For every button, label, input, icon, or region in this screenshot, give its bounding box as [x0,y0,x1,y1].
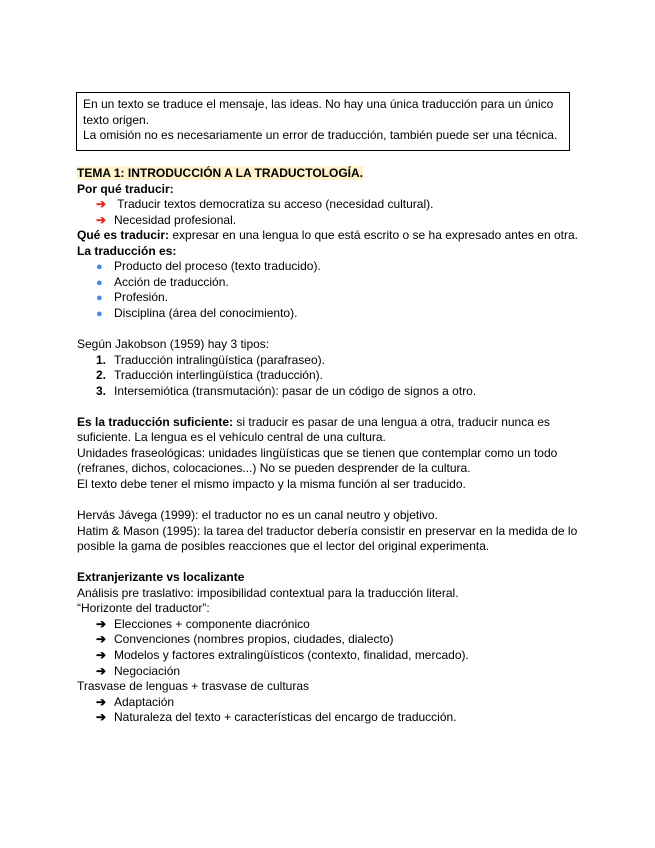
list-item: ● Acción de traducción. [77,275,582,291]
definition-que-es: Qué es traducir: expresar en una lengua lo que está escrito o se ha expresado antes en otra. [77,228,578,243]
list-item: 1. Traducción intralingüística (parafraseo). [96,352,325,367]
section-title: TEMA 1: INTRODUCCIÓN A LA TRADUCTOLOGÍA. [77,166,363,180]
paragraph-line: Hervás Jávega (1999): el traductor no es un canal neutro y objetivo. [77,508,438,523]
jakobson-intro: Según Jakobson (1959) hay 3 tipos: [77,337,270,352]
heading-extranjerizante: Extranjerizante vs localizante [77,570,245,585]
arrow-icon: ➔ [96,197,107,212]
list-item: ● Disciplina (área del conocimiento). [77,306,582,322]
arrow-icon: ➔ [96,710,107,725]
list-item: ● Profesión. [77,290,582,306]
heading-la-traduccion: La traducción es: [77,243,177,258]
bullet-icon: ● [96,276,103,289]
note-line-2: texto origen. [83,112,150,127]
arrow-icon: ➔ [96,212,107,227]
bullet-icon: ● [96,307,103,320]
paragraph-line: Hatim & Mason (1995): la tarea del traductor debería consistir en preservar en la medida de lo [77,523,578,538]
list-item: ➔ Elecciones + componente diacrónico [96,616,310,631]
arrow-icon: ➔ [96,632,107,647]
note-box [76,92,570,151]
paragraph-line: suficiente. La lengua es el vehículo central de una cultura. [77,430,386,445]
paragraph-line: “Horizonte del traductor”: [77,601,210,616]
note-line-3: La omisión no es necesariamente un error de traducción, también puede ser una técnica. [83,128,558,143]
note-line-1: En un texto se traduce el mensaje, las ideas. No hay una única traducción para un único [83,97,554,111]
paragraph-line: Análisis pre traslativo: imposibilidad contextual para la traducción literal. [77,585,459,600]
list-item: ➔ Modelos y factores extralingüísticos (contexto, finalidad, mercado). [96,647,469,662]
list-item: ➔ Negociación [96,663,181,678]
list-item: 2. Traducción interlingüística (traducción). [96,368,323,383]
arrow-icon: ➔ [96,694,107,709]
list-item: ➔ Adaptación [96,694,175,709]
paragraph-line: Trasvase de lenguas + trasvase de culturas [77,679,310,694]
arrow-icon: ➔ [96,616,107,631]
paragraph-line: (refranes, dichos, colocaciones...) No se pueden desprender de la cultura. [77,461,471,476]
list-item: ➔ Naturaleza del texto + características del encargo de traducción. [96,710,457,725]
paragraph-line: El texto debe tener el mismo impacto y la misma función al ser traducido. [77,476,466,491]
list-item: 3. Intersemiótica (transmutación): pasar de un código de signos a otro. [96,383,477,398]
list-item: ● Producto del proceso (texto traducido). [77,259,582,275]
list-item: ➔ Traducir textos democratiza su acceso (necesidad cultural). [96,197,434,212]
bullet-icon: ● [96,261,103,274]
paragraph-line: posible la gama de posibles reacciones que el lector del original experimenta. [77,539,490,554]
paragraph-line: Unidades fraseológicas: unidades lingüísticas que se tienen que contemplar como un todo [77,445,558,460]
arrow-icon: ➔ [96,647,107,662]
list-item: ➔ Necesidad profesional. [96,212,237,227]
document-body [77,166,582,726]
heading-por-que: Por qué traducir: [77,181,174,196]
bullet-icon: ● [96,292,103,305]
arrow-icon: ➔ [96,663,107,678]
list-item: ➔ Convenciones (nombres propios, ciudades, dialecto) [96,632,394,647]
suficiente-paragraph: Es la traducción suficiente: si traducir es pasar de una lengua a otra, traducir nunca es [77,414,550,429]
